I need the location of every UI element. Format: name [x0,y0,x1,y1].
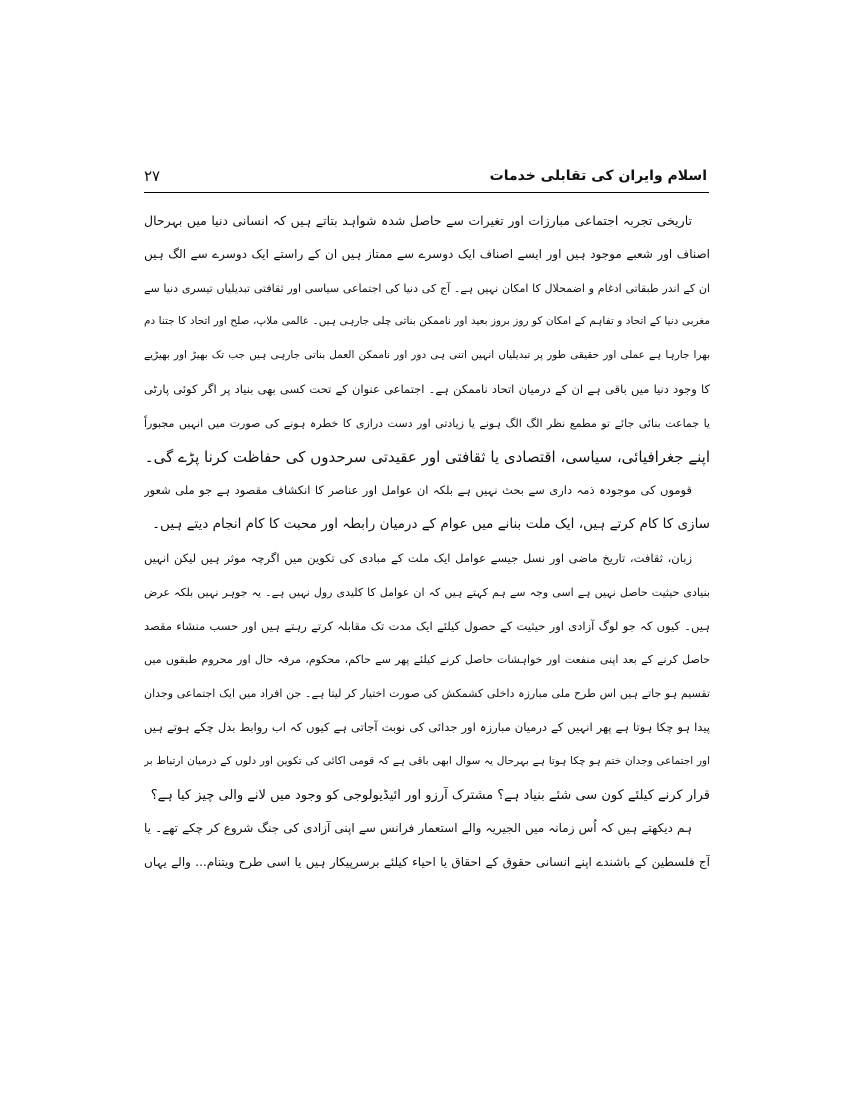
text-line: تاریخی تجربہ اجتماعی مبارزات اور تغیرات سے حاصل شدہ شواہد بتاتے ہیں کہ انسانی دنیا میں بہرحال [144,213,692,228]
text-line: حاصل کرنے کے بعد اپنی منفعت اور خواہشات حاصل کرنے کیلئے پھر سے حاکم، محکوم، مرفہ حال اور محروم طبقوں میں [144,653,710,667]
body-text [144,204,710,880]
header-divider [144,192,709,193]
text-line: کا وجود دنیا میں باقی ہے ان کے درمیان اتحاد ناممکن ہے۔ اجتماعی عنوان کے تحت کسی بھی بنیاد پر اگر کوئی پارٹی [144,381,710,396]
text-line: یا جماعت بنائی جائے تو مطمع نظر الگ الگ ہونے یا زیادتی اور دست درازی کا خطرہ ہونے کی صورت میں انہیں مجبوراً [144,416,710,430]
text-line: زبان، ثقافت، تاریخ ماضی اور نسل جیسے عوامل ایک ملت کے مبادی کی تکوین میں اگرچہ موثر ہیں لیکن انہیں [144,550,692,565]
text-line: تقسیم ہو جاتے ہیں اس طرح ملی مبارزہ داخلی کشمکش کی صورت اختیار کر لیتا ہے۔ جن افراد میں ایک اجتماعی وجدان [144,687,710,701]
text-line: اصناف اور شعبے موجود ہیں اور ایسے اصناف ایک دوسرے سے ممتاز ہیں ان کے راستے ایک دوسرے سے الگ ہیں [144,246,710,261]
text-line: پیدا ہو چکا ہوتا ہے پھر انہیں کے درمیان مبارزہ اور جدائی کی نوبت آجاتی ہے کیوں کہ اب روابط بدل چکے ہوتے ہیں [144,719,710,734]
text-line: ان کے اندر طبقاتی ادغام و اضمحلال کا امکان نہیں ہے۔ آج کی دنیا کی اجتماعی سیاسی اور ثقافتی تبدیلیاں تیسری دنیا سے [144,281,710,295]
page-number: ۲۷ [144,167,161,185]
text-line: ہم دیکھتے ہیں کہ اُس زمانہ میں الجیریہ والے استعمار فرانس سے اپنی آزادی کی جنگ شروع کر چکے تھے۔ یا [144,821,692,836]
text-line: آج فلسطین کے باشندے اپنے انسانی حقوق کے احقاق یا احیاء کیلئے برسرپیکار ہیں یا اسی طرح ویتنام... والے یہاں [144,855,710,870]
text-line: قوموں کی موجودہ ذمہ داری سے بحث نہیں ہے بلکہ ان عوامل اور عناصر کا انکشاف مقصود ہے جو ملی شعور [144,483,692,498]
text-line: اور اجتماعی وجدان ختم ہو چکا ہوتا ہے بہرحال یہ سوال ابھی باقی ہے کہ قومی اکائی کی تکوین اور دلوں کے درمیان ارتباط بر [144,754,710,767]
book-title-header: اسلام وایران کی تقابلی خدمات [489,168,707,184]
running-header [144,166,707,188]
text-line: اپنے جغرافیائی، سیاسی، اقتصادی یا ثقافتی اور عقیدتی سرحدوں کی حفاظت کرنا پڑے گی۔ [144,447,710,466]
text-line: ہیں۔ کیوں کہ جو لوگ آزادی اور حیثیت کے حصول کیلئے ایک مدت تک مقابلہ کرتے رہتے ہیں اور حسب منشاء مقصد [144,618,710,633]
text-line: بنیادی حیثیت حاصل نہیں ہے اسی وجہ سے ہم کہتے ہیں کہ ان عوامل کا کلیدی رول نہیں ہے۔ یہ جوہر نہیں بلکہ عرض [144,585,710,599]
text-line: قرار کرنے کیلئے کون سی شئے بنیاد ہے؟ مشترک آرزو اور ائیڈیولوجی کو وجود میں لانے والی چیز کیا ہے؟ [150,787,710,803]
text-line: سازی کا کام کرتے ہیں، ایک ملت بنانے میں عوام کے درمیان رابطہ اور محبت کا کام انجام دیتے ہیں۔ [152,516,710,533]
text-line: بھرا جارہا ہے عملی اور حقیقی طور پر تبدیلیاں انہیں اتنی ہی دور اور ناممکن العمل بناتی جارہی ہیں جب تک بھیڑ اور بھیڑیے [144,349,710,362]
text-line: مغربی دنیا کے اتحاد و تفاہم کے امکان کو روز بروز بعید اور ناممکن بناتی چلی جارہی ہیں۔ عالمی ملاپ، صلح اور اتحاد کا جتنا دم [144,315,710,328]
